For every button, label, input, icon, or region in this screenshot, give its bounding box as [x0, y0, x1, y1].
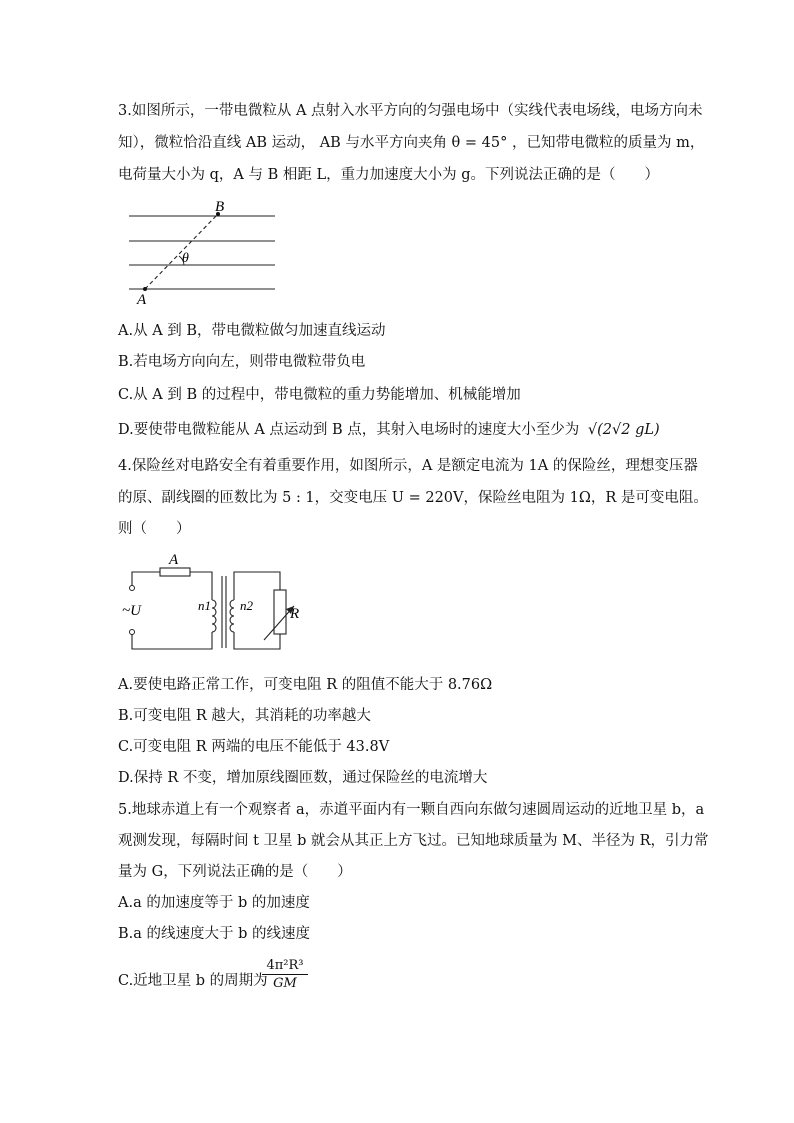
q3-option-b: B.若电场方向向左，则带电微粒带负电: [118, 354, 366, 370]
q3-option-d: [118, 420, 660, 440]
q5-option-a: A.a 的加速度等于 b 的加速度: [118, 895, 310, 911]
q3-field-diagram: [118, 196, 288, 310]
q3-option-d-text: D.要使带电微粒能从 A 点运动到 B 点，其射入电场时的速度大小至少为: [118, 422, 580, 438]
q4-option-d: D.保持 R 不变，增加原线圈匝数，通过保险丝的电流增大: [118, 770, 488, 786]
q4-option-b: B.可变电阻 R 越大，其消耗的功率越大: [118, 708, 371, 724]
q3-stem-line-2: 知），微粒恰沿直线 AB 运动， AB 与水平方向夹角 θ = 45° ，已知带电微粒的质量为 m，: [118, 135, 705, 151]
fuse-symbol: [160, 568, 190, 576]
label-n1: n1: [198, 598, 211, 613]
fraction-denominator: GM: [273, 976, 297, 991]
q3-stem-line-3: 电荷量大小为 q，A 与 B 相距 L，重力加速度大小为 g。下列说法正确的是（ ）: [118, 167, 659, 183]
q5-stem-line-2: 观测发现，每隔时间 t 卫星 b 就会从其正上方飞过。已知地球质量为 M、半径为 R，引力常: [118, 833, 709, 849]
secondary-coil: [230, 600, 234, 632]
terminal-bottom: [130, 630, 135, 635]
q5-option-c: C.近地卫星 b 的周期为: [118, 973, 268, 989]
q4-circuit-diagram: [118, 548, 318, 658]
q3-option-a: A.从 A 到 B，带电微粒做匀加速直线运动: [118, 323, 386, 339]
q4-option-a: A.要使电路正常工作，可变电阻 R 的阻值不能大于 8.76Ω: [118, 677, 493, 693]
q5-stem-line-3: 量为 G，下列说法正确的是（ ）: [118, 864, 352, 880]
point-a-dot: [143, 287, 147, 291]
q3-option-c: C.从 A 到 B 的过程中，带电微粒的重力势能增加、机械能增加: [118, 387, 521, 403]
q4-stem-line-2: 的原、副线圈的匝数比为 5 : 1，交变电压 U = 220V，保险丝电阻为 1Ω，R 是可变电阻。: [118, 490, 708, 506]
q3-option-d-formula: √(2√2 gL): [587, 422, 660, 438]
label-source: ~U: [122, 603, 141, 619]
q4-stem-line-1: 4.保险丝对电路安全有着重要作用，如图所示，A 是额定电流为 1A 的保险丝，理想变压器: [118, 458, 698, 474]
label-n2: n2: [240, 598, 253, 613]
label-r: R: [290, 606, 300, 622]
primary-coil: [212, 600, 216, 632]
q5-option-c-fraction: [262, 958, 308, 991]
label-fuse: A: [169, 552, 179, 568]
q5-option-b: B.a 的线速度大于 b 的线速度: [118, 926, 311, 942]
label-a: A: [137, 292, 147, 308]
label-theta: θ: [182, 251, 189, 266]
q5-stem-line-1: 5.地球赤道上有一个观察者 a，赤道平面内有一颗自西向东做匀速圆周运动的近地卫星 b，a: [118, 802, 705, 818]
q4-option-c: C.可变电阻 R 两端的电压不能低于 43.8V: [118, 739, 390, 755]
fraction-numerator: 4π²R³: [262, 958, 308, 975]
field-lines: [129, 216, 275, 289]
q4-stem-line-3: 则（ ）: [118, 521, 191, 537]
q3-stem-line-1: 3.如图所示，一带电微粒从 A 点射入水平方向的匀强电场中（实线代表电场线，电场方向未: [118, 103, 703, 119]
terminal-top: [130, 586, 135, 591]
label-b: B: [215, 199, 225, 215]
